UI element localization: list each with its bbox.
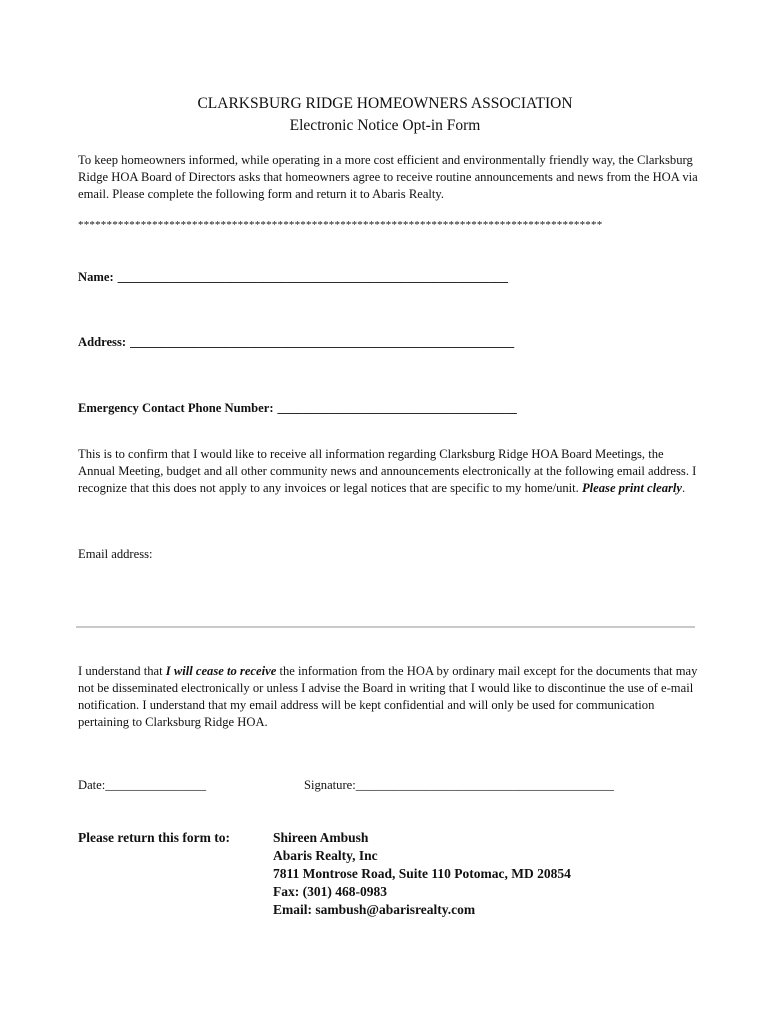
mailing-address: 7811 Montrose Road, Suite 110 Potomac, MD 20854 (273, 866, 571, 881)
name-field[interactable] (78, 268, 508, 286)
cease-emphasis: I will cease to receive (165, 664, 277, 678)
phone-input-line[interactable]: ______________________________________ (277, 401, 517, 415)
understand-paragraph (78, 663, 698, 731)
star-separator: ******************************************************************************************** (78, 219, 603, 231)
print-clearly-note: Please print clearly (581, 481, 682, 495)
confirm-paragraph (78, 446, 698, 497)
phone-field[interactable] (78, 399, 517, 417)
email-label: Email address: (78, 547, 153, 561)
date-input-line[interactable]: ________________ (105, 778, 207, 792)
org-name-heading: CLARKSBURG RIDGE HOMEOWNERS ASSOCIATION (197, 95, 573, 112)
confirm-text: This is to confirm that I would like to receive all information regarding Clarksburg Ridge HOA Board Meetings, the Annual Meeting, budget and all other community news and announcements electronically at the following email address. I recognize that this does not apply to any invoices or legal notices that are specific to my home/unit. (78, 447, 697, 495)
address-field[interactable] (78, 333, 514, 351)
company-name: Abaris Realty, Inc (273, 848, 378, 863)
contact-name: Shireen Ambush (273, 830, 369, 845)
understand-prefix: I understand that (78, 664, 166, 678)
email-underline (76, 626, 695, 628)
address-input-line[interactable]: _____________________________________________________________ (130, 335, 515, 349)
date-label: Date: (78, 778, 106, 792)
form-title: Electronic Notice Opt-in Form (289, 117, 481, 134)
understand-rest: the information from the HOA by ordinary mail except for the documents that may not be disseminated electronically or unless I advise the Board in writing that I would like to discontinue the use of e-mail notification. I understand that my email address will be kept confidential and will only be used for communication pertaining to Clarksburg Ridge HOA. (78, 664, 698, 729)
email-input-area[interactable] (78, 580, 694, 622)
signature-input-line[interactable]: _________________________________________ (355, 778, 614, 792)
signature-label: Signature: (304, 778, 356, 792)
address-label: Address: (78, 335, 127, 349)
confirm-end: . (682, 481, 686, 495)
fax-number: Fax: (301) 468-0983 (273, 884, 387, 899)
name-input-line[interactable]: ______________________________________________________________ (117, 270, 509, 284)
contact-email: Email: sambush@abarisrealty.com (273, 902, 476, 917)
signature-field[interactable] (304, 778, 614, 793)
date-field[interactable] (78, 778, 206, 793)
return-label: Please return this form to: (78, 830, 230, 845)
phone-label: Emergency Contact Phone Number: (78, 401, 274, 415)
name-label: Name: (78, 270, 114, 284)
return-address-block (273, 829, 571, 919)
intro-paragraph: To keep homeowners informed, while operating in a more cost efficient and environmentally friendly way, the Clarksburg Ridge HOA Board of Directors asks that homeowners agree to receive routine announcements and news from the HOA via email. Please complete the following form and return it to Abaris Realty. (78, 153, 698, 201)
